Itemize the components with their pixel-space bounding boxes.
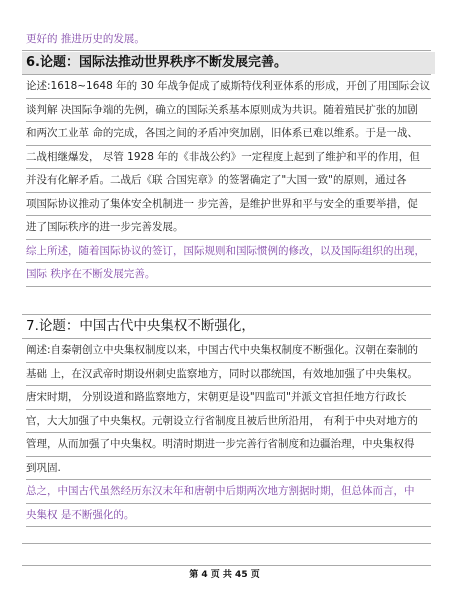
body-line: 和两次工业革 命的完成，各国之间的矛盾冲突加剧，旧体系已难以维系。于是一战、 (26, 122, 431, 146)
body-line: 唐宋时期， 分别设道和路监察地方，宋朝更是设"四监司"并派文官担任地方行政长 (26, 386, 431, 410)
section-7-heading: 7.论题：中国古代中央集权不断强化， (26, 318, 255, 334)
continuation-text: 更好的 推进历史的发展。 (22, 30, 431, 51)
summary-line: 央集权 是不断强化的。 (26, 504, 431, 528)
summary-line: 国际 秩序在不断发展完善。 (26, 263, 431, 287)
section-6-body (22, 75, 431, 287)
body-line: 项国际协议推动了集体安全机制进一 步完善，是维护世界和平与安全的重要举措，促 (26, 193, 431, 217)
body-line: 到巩固. (26, 457, 431, 481)
document-page (22, 0, 431, 600)
body-line: 二战相继爆发， 尽管 1928 年的《非战公约》一定程度上起到了维护和平的作用，但 (26, 146, 431, 170)
body-line: 并没有化解矛盾。二战后《联 合国宪章》的签署确定了"大国一致"的原则，通过各 (26, 169, 431, 193)
body-line: 官，大大加强了中央集权。元朝设立行省制度且被后世所沿用， 有利于中央对地方的 (26, 410, 431, 434)
summary-line: 综上所述，随着国际协议的签订，国际规则和国际惯例的修改，以及国际组织的出现， (26, 240, 431, 264)
body-line: 阐述:自秦朝创立中央集权制度以来，中国古代中央集权制度不断强化。汉朝在秦制的 (26, 339, 431, 363)
section-6-heading: 6.论题：国际法推动世界秩序不断发展完善。 (22, 52, 435, 74)
summary-line: 总之，中国古代虽然经历东汉末年和唐朝中后期两次地方割据时期，但总体而言，中 (26, 480, 431, 504)
divider (22, 565, 431, 566)
page-number: 第 4 页 共 45 页 (189, 570, 260, 580)
divider (22, 543, 431, 544)
body-line: 进了国际秩序的进一步完善发展。 (26, 216, 431, 240)
body-line: 谈判解 决国际争端的先例，确立的国际关系基本原则成为共识。随着殖民扩张的加剧 (26, 99, 431, 123)
body-line: 论述:1618~1648 年的 30 年战争促成了威斯特伐利亚体系的形成，开创了用国际会议 (26, 75, 431, 99)
body-line: 基础 上，在汉武帝时期设州刺史监察地方，同时以郡统国，有效地加强了中央集权。 (26, 363, 431, 387)
section-7-body (22, 339, 431, 527)
body-line: 管理，从而加强了中央集权。明清时期进一步完善行省制度和边疆治理，中央集权得 (26, 433, 431, 457)
